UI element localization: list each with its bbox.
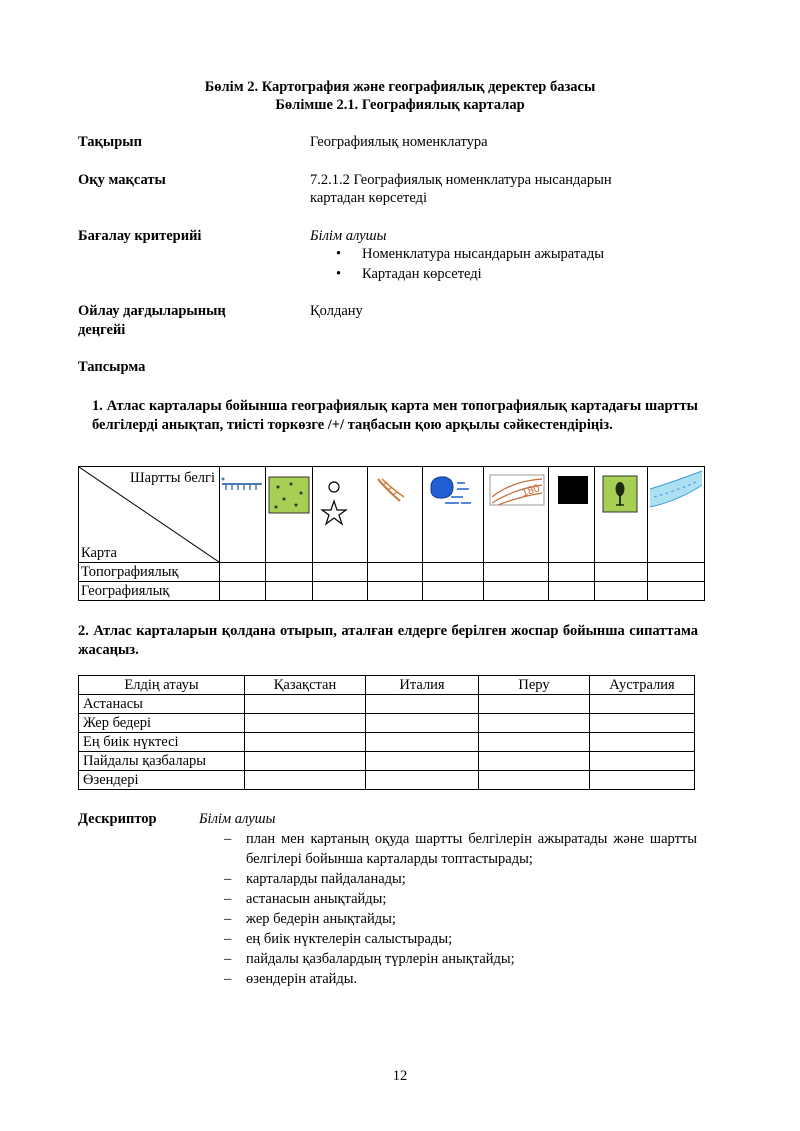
answer-cell[interactable] <box>479 714 590 733</box>
answer-cell[interactable] <box>595 563 648 582</box>
answer-cell[interactable] <box>479 752 590 771</box>
answer-cell[interactable] <box>648 582 705 601</box>
symbol-cell-tree <box>595 467 648 563</box>
corner-top-label: Шартты белгі <box>130 470 215 486</box>
answer-cell[interactable] <box>648 563 705 582</box>
answer-cell[interactable] <box>266 582 313 601</box>
col-header: Италия <box>366 676 479 695</box>
criteria-intro: Білім алушы <box>310 228 387 244</box>
task2-text: 2. Атлас карталарын қолдана отырып, аталған елдерге берілген жоспар бойынша сипаттама жасаңыз. <box>78 623 698 658</box>
country-table <box>78 675 695 790</box>
answer-cell[interactable] <box>266 563 313 582</box>
row-label-geographic: Географиялық <box>79 582 220 601</box>
col-header: Перу <box>479 676 590 695</box>
answer-cell[interactable] <box>368 563 423 582</box>
swamp-symbol-icon <box>266 467 312 517</box>
diagonal-header-cell <box>79 467 220 563</box>
descriptor-item: – карталарды пайдаланады; <box>224 869 697 889</box>
task-heading: Тапсырма <box>78 359 146 375</box>
criteria-item: • Номенклатура нысандарын ажыратады <box>336 244 604 264</box>
answer-cell[interactable] <box>590 771 695 790</box>
answer-cell[interactable] <box>549 563 595 582</box>
col-header: Аустралия <box>590 676 695 695</box>
level-value: Қолдану <box>310 303 363 319</box>
answer-cell[interactable] <box>366 714 479 733</box>
lake-symbol-icon <box>423 467 483 512</box>
river-symbol-icon <box>648 467 704 517</box>
symbol-cell-swamp <box>266 467 313 563</box>
answer-cell[interactable] <box>479 695 590 714</box>
contour-180-symbol-icon <box>484 467 548 512</box>
row-label: Пайдалы қазбалары <box>79 752 245 771</box>
answer-cell[interactable] <box>220 563 266 582</box>
row-label: Астанасы <box>79 695 245 714</box>
descriptor-item: – ең биік нүктелерін салыстырады; <box>224 929 697 949</box>
corner-bottom-label: Карта <box>81 545 117 561</box>
ravine-symbol-icon <box>368 467 422 512</box>
criteria-item: • Картадан көрсетеді <box>336 264 604 284</box>
answer-cell[interactable] <box>484 563 549 582</box>
goal-value-1: 7.2.1.2 Географиялық номенклатура нысандарын <box>310 172 612 188</box>
task1-text: 1. Атлас карталары бойынша географиялық карта мен топографиялық картадағы шартты белгілерді анықтап, тиісті торкөзге /+/ таңбасын қою арқылы сәйкестендіріңіз. <box>92 398 698 433</box>
circle-star-symbol-icon <box>313 467 367 527</box>
criteria-label: Бағалау критерийі <box>78 228 202 244</box>
col-header: Елдің атауы <box>79 676 245 695</box>
answer-cell[interactable] <box>366 771 479 790</box>
answer-cell[interactable] <box>313 563 368 582</box>
answer-cell[interactable] <box>484 582 549 601</box>
cliff-symbol-icon <box>220 467 265 507</box>
section-title: Бөлім 2. Картография және географиялық деректер базасы <box>204 79 596 95</box>
answer-cell[interactable] <box>313 582 368 601</box>
symbols-table <box>78 466 705 601</box>
answer-cell[interactable] <box>590 733 695 752</box>
answer-cell[interactable] <box>366 733 479 752</box>
tree-symbol-icon <box>595 467 647 517</box>
descriptor-intro: Білім алушы <box>199 811 276 827</box>
answer-cell[interactable] <box>590 695 695 714</box>
symbol-cell-contour <box>484 467 549 563</box>
answer-cell[interactable] <box>590 714 695 733</box>
symbol-cell-ravine <box>368 467 423 563</box>
answer-cell[interactable] <box>220 582 266 601</box>
row-label: Ең биік нүктесі <box>79 733 245 752</box>
answer-cell[interactable] <box>590 752 695 771</box>
subsection-title: Бөлімше 2.1. Географиялық карталар <box>275 97 525 113</box>
answer-cell[interactable] <box>245 714 366 733</box>
topic-label: Тақырып <box>78 134 142 150</box>
answer-cell[interactable] <box>423 563 484 582</box>
contour-label: 180 <box>520 482 542 500</box>
goal-value-2: картадан көрсетеді <box>310 190 428 206</box>
symbol-cell-lake <box>423 467 484 563</box>
row-label: Жер бедері <box>79 714 245 733</box>
answer-cell[interactable] <box>245 771 366 790</box>
descriptor-item: – астанасын анықтайды; <box>224 889 697 909</box>
answer-cell[interactable] <box>366 752 479 771</box>
topic-value: Географиялық номенклатура <box>310 134 488 150</box>
row-label: Өзендері <box>79 771 245 790</box>
descriptor-item: – план мен картаның оқуда шартты белгілерін ажыратады және шартты белгілері бойынша карталарды топтастырады; <box>224 829 697 869</box>
answer-cell[interactable] <box>423 582 484 601</box>
answer-cell[interactable] <box>549 582 595 601</box>
answer-cell[interactable] <box>479 733 590 752</box>
descriptor-item: – жер бедерін анықтайды; <box>224 909 697 929</box>
answer-cell[interactable] <box>366 695 479 714</box>
symbol-cell-river <box>648 467 705 563</box>
symbol-cell-cliff <box>220 467 266 563</box>
symbol-cell-circle-star <box>313 467 368 563</box>
descriptor-label: Дескриптор <box>78 811 157 827</box>
descriptor-item: – өзендерін атайды. <box>224 969 697 989</box>
answer-cell[interactable] <box>368 582 423 601</box>
black-square-symbol-icon <box>549 467 594 512</box>
col-header: Қазақстан <box>245 676 366 695</box>
descriptor-list <box>224 829 697 989</box>
descriptor-item: – пайдалы қазбалардың түрлерін анықтайды; <box>224 949 697 969</box>
symbol-cell-black-square <box>549 467 595 563</box>
answer-cell[interactable] <box>245 695 366 714</box>
row-label-topographic: Топографиялық <box>79 563 220 582</box>
answer-cell[interactable] <box>479 771 590 790</box>
level-label-1: Ойлау дағдыларының <box>78 303 226 319</box>
page-number: 12 <box>392 1068 408 1084</box>
level-label-2: деңгейі <box>78 322 126 338</box>
answer-cell[interactable] <box>245 733 366 752</box>
goal-label: Оқу мақсаты <box>78 172 166 188</box>
answer-cell[interactable] <box>245 752 366 771</box>
criteria-list <box>336 244 604 284</box>
answer-cell[interactable] <box>595 582 648 601</box>
